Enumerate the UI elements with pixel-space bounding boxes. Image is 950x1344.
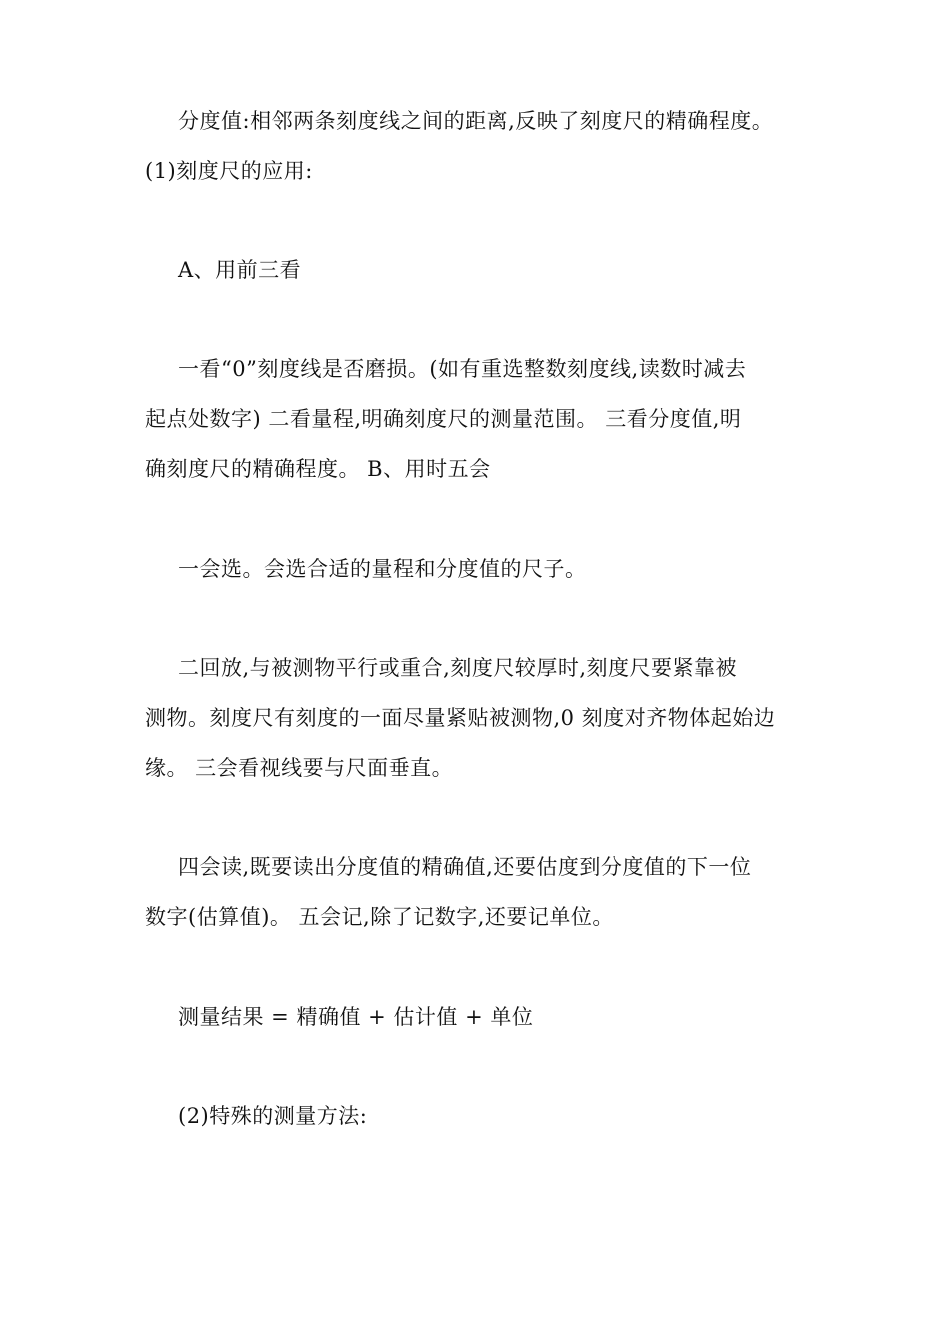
text-line: 一看“0”刻度线是否磨损。(如有重选整数刻度线,读数时减去 xyxy=(178,357,747,381)
text-line: 测量结果 = 精确值 + 估计值 + 单位 xyxy=(178,1005,534,1029)
text-line: 测物。刻度尺有刻度的一面尽量紧贴被测物,0 刻度对齐物体起始边 xyxy=(145,706,776,730)
text-line: 缘。 三会看视线要与尺面垂直。 xyxy=(145,756,454,780)
text-line: 一会选。会选合适的量程和分度值的尺子。 xyxy=(178,557,587,581)
text-line: 分度值:相邻两条刻度线之间的距离,反映了刻度尺的精确程度。 xyxy=(178,109,774,133)
text-line: (2)特殊的测量方法: xyxy=(178,1104,368,1128)
text-line: 二回放,与被测物平行或重合,刻度尺较厚时,刻度尺要紧靠被 xyxy=(178,656,738,680)
text-line: A、用前三看 xyxy=(178,258,302,282)
text-line: 起点处数字) 二看量程,明确刻度尺的测量范围。 三看分度值,明 xyxy=(145,407,742,431)
text-line: 确刻度尺的精确程度。 B、用时五会 xyxy=(145,457,491,481)
text-line: 数字(估算值)。 五会记,除了记数字,还要记单位。 xyxy=(145,905,614,929)
text-line: (1)刻度尺的应用: xyxy=(145,159,313,183)
text-line: 四会读,既要读出分度值的精确值,还要估度到分度值的下一位 xyxy=(178,855,752,879)
